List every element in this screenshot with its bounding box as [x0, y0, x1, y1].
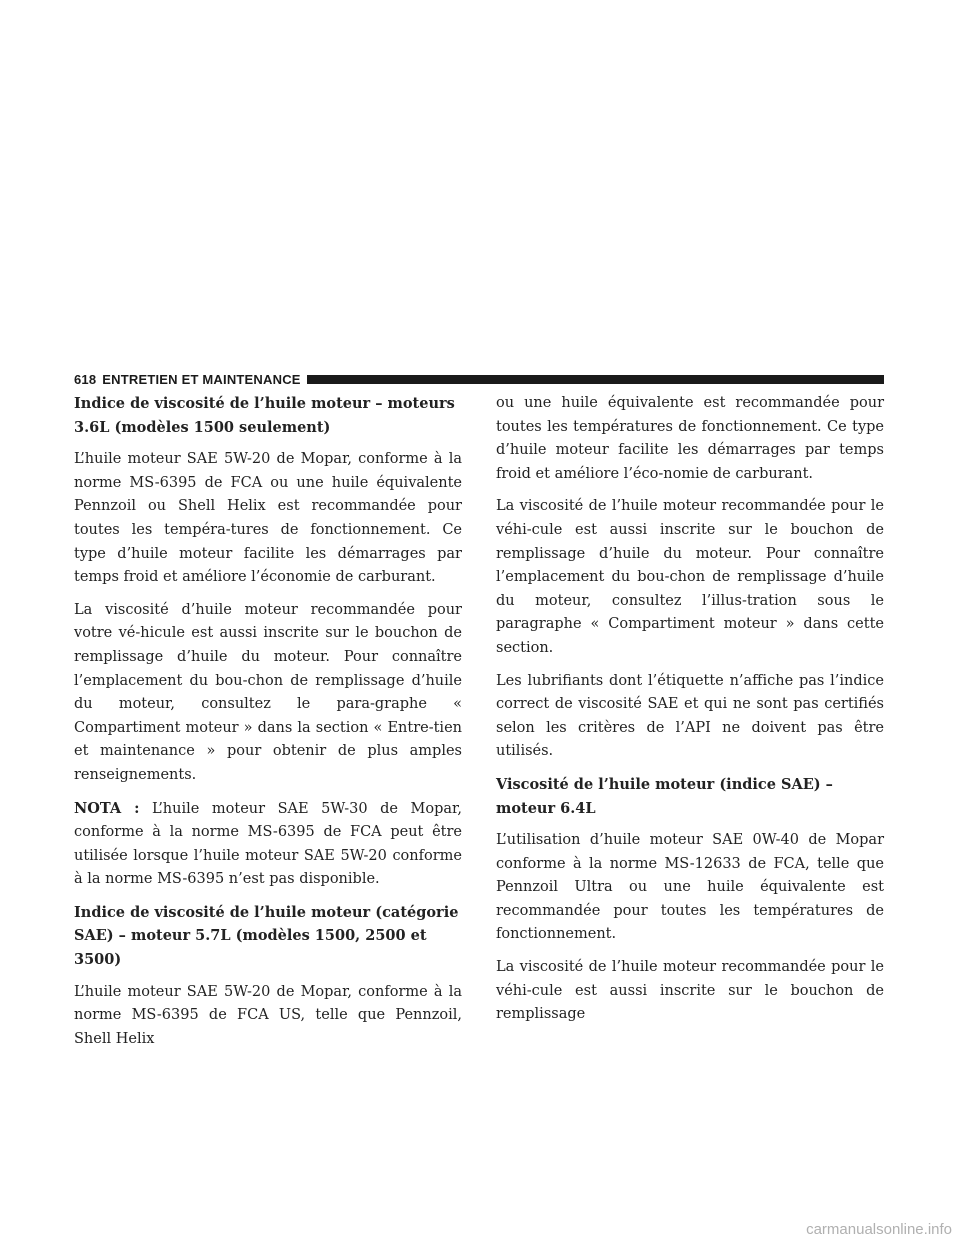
paragraph: L’huile moteur SAE 5W-20 de Mopar, conforme à la norme MS-6395 de FCA US, telle que Pennzoil, Shell Helix — [74, 983, 462, 1047]
nota-label: NOTA : — [74, 799, 140, 817]
section-title: ENTRETIEN ET MAINTENANCE — [102, 371, 301, 387]
paragraph: La viscosité de l’huile moteur recommandée pour le véhi-cule est aussi inscrite sur le bouchon de remplissage — [496, 959, 884, 1023]
nota-text: L’huile moteur SAE 5W-30 de Mopar, conforme à la norme MS-6395 de FCA peut être utilisée lorsque l’huile moteur SAE 5W-20 conforme à la norme MS-6395 n’est pas disponible. — [74, 800, 462, 888]
paragraph: Les lubrifiants dont l’étiquette n’affiche pas l’indice correct de viscosité SAE et qui ne sont pas certifiés selon les critères de l’API ne doivent pas être utilisés. — [496, 672, 884, 760]
heading-viscosity-3-6l: Indice de viscosité de l’huile moteur – moteurs 3.6L (modèles 1500 seulement) — [74, 395, 455, 436]
header-rule — [307, 375, 884, 384]
paragraph: ou une huile équivalente est recommandée pour toutes les températures de fonctionnement. Ce type d’huile moteur facilite les démarrages par temps froid et améliore l’éco-nomie de carburant. — [496, 395, 884, 482]
paragraph: L’utilisation d’huile moteur SAE 0W-40 de Mopar conforme à la norme MS-12633 de FCA, telle que Pennzoil Ultra ou une huile équivalente est recommandée pour toutes les températures de fonctionnement. — [496, 832, 884, 943]
page-header — [74, 369, 884, 389]
watermark-text: carmanualsonline.info — [806, 1221, 952, 1238]
paragraph: L’huile moteur SAE 5W-20 de Mopar, conforme à la norme MS-6395 de FCA ou une huile équivalente Pennzoil ou Shell Helix est recommandée pour toutes les tempéra-tures de fonctionnement. Ce type d’huile moteur facilite les démarrages par temps froid et améliore l’économie de carburant. — [74, 451, 462, 586]
paragraph: La viscosité d’huile moteur recommandée pour votre vé-hicule est aussi inscrite sur le bouchon de remplissage d’huile du moteur. Pour connaître l’emplacement du bou-chon de remplissage d’huile du moteur, consultez le para-graphe « Compartiment moteur » dans la section « Entre-tien et maintenance » pour obtenir de plus amples renseignements. — [74, 601, 462, 783]
heading-viscosity-5-7l: Indice de viscosité de l’huile moteur (catégorie SAE) – moteur 5.7L (modèles 1500, 2500 et 3500) — [74, 903, 459, 969]
page-number: 618 — [74, 371, 97, 387]
right-column — [496, 392, 884, 1036]
heading-viscosity-6-4l: Viscosité de l’huile moteur (indice SAE) – moteur 6.4L — [496, 775, 833, 817]
left-column — [74, 392, 462, 1060]
paragraph: La viscosité de l’huile moteur recommandée pour le véhi-cule est aussi inscrite sur le bouchon de remplissage d’huile du moteur. Pour connaître l’emplacement du bou-chon de remplissage d’huile du moteur, consultez l’illus-tration sous le paragraphe « Compartiment moteur » dans cette section. — [496, 498, 884, 656]
nota-paragraph — [74, 797, 462, 892]
